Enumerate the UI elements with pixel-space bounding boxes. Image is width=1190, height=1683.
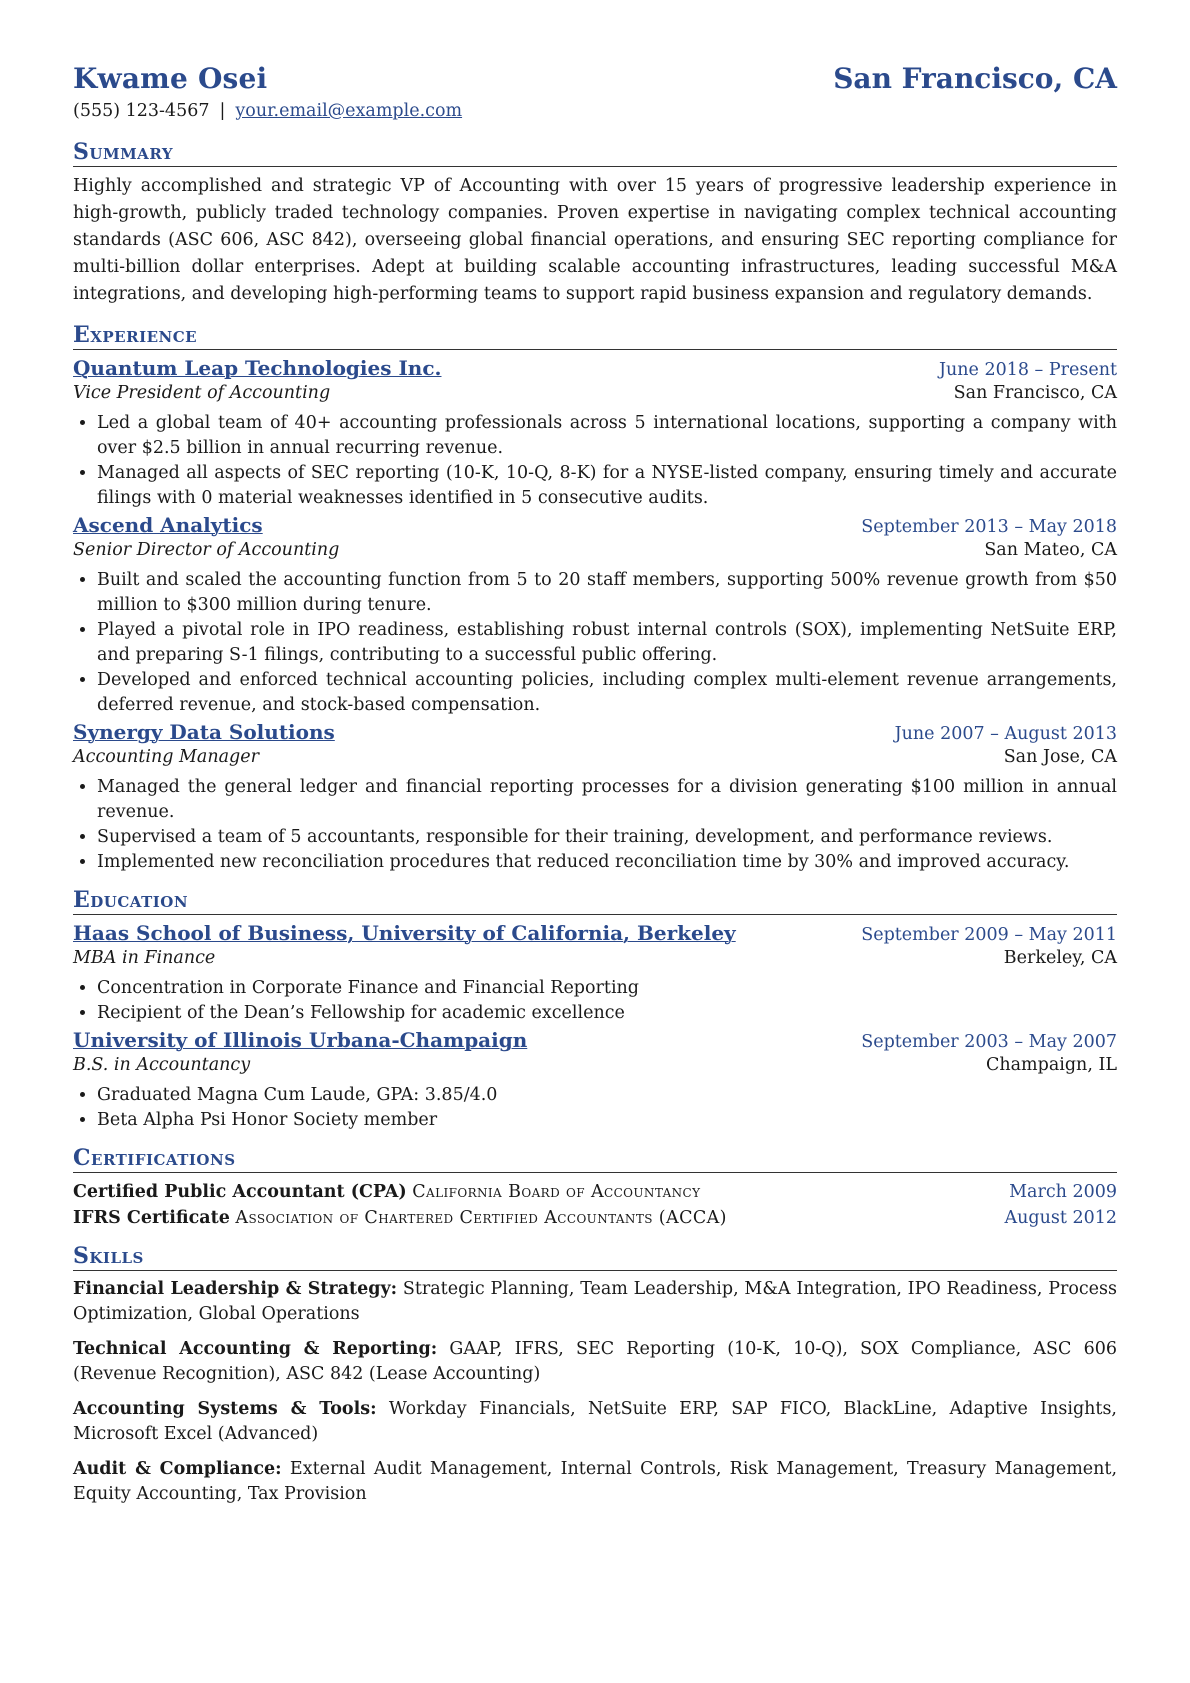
school-name[interactable]: Haas School of Business, University of California, Berkeley <box>73 921 736 945</box>
list-item: • Built and scaled the accounting function from 5 to 20 staff members, supporting 500% revenue growth from $50 million to $300 million during tenure. <box>97 568 1117 618</box>
candidate-location: San Francisco, CA <box>833 62 1117 95</box>
list-item: • Implemented new reconciliation procedures that reduced reconciliation time by 30% and improved accuracy. <box>97 850 1117 875</box>
list-item: • Supervised a team of 5 accountants, responsible for their training, development, and performance reviews. <box>97 825 1117 850</box>
section-title-skills: Skills <box>73 1243 1117 1271</box>
bullet-list <box>73 1083 1117 1133</box>
list-item: • Beta Alpha Psi Honor Society member <box>97 1108 1117 1133</box>
email-link[interactable]: your.email@example.com <box>235 101 463 121</box>
employer-name[interactable]: Ascend Analytics <box>73 513 263 537</box>
list-item: • Played a pivotal role in IPO readiness, establishing robust internal controls (SOX), implementing NetSuite ERP, and preparing S-1 filings, contributing to a successful public offering. <box>97 618 1117 668</box>
skill-items: GAAP, IFRS, SEC Reporting (10-K, 10-Q), SOX Compliance, ASC 606 (Revenue Recognition), ASC 842 (Lease Accounting) <box>73 1339 1117 1384</box>
list-item: • Graduated Magna Cum Laude, GPA: 3.85/4.0 <box>97 1083 1117 1108</box>
education-dates: September 2003 – May 2007 <box>861 1032 1117 1052</box>
list-item: • Concentration in Corporate Finance and Financial Reporting <box>97 976 1117 1001</box>
skill-items: Workday Financials, NetSuite ERP, SAP FICO, BlackLine, Adaptive Insights, Microsoft Excel (Advanced) <box>73 1399 1117 1444</box>
employment-dates: September 2013 – May 2018 <box>861 517 1117 537</box>
certification-name: Certified Public Accountant (CPA) <box>73 1182 407 1202</box>
experience-entry <box>73 513 1117 718</box>
employment-dates: June 2018 – Present <box>938 360 1117 380</box>
job-title: Vice President of Accounting <box>73 383 331 403</box>
job-location: San Mateo, CA <box>984 540 1117 560</box>
degree: B.S. in Accountancy <box>73 1055 251 1075</box>
list-item: • Developed and enforced technical accounting policies, including complex multi-element revenue arrangements, deferred revenue, and stock-based compensation. <box>97 668 1117 718</box>
skill-group <box>73 1277 1117 1327</box>
bullet-list <box>73 976 1117 1026</box>
skill-group <box>73 1397 1117 1447</box>
list-item: • Recipient of the Dean’s Fellowship for academic excellence <box>97 1001 1117 1026</box>
section-title-experience: Experience <box>73 322 1117 350</box>
skill-items: External Audit Management, Internal Controls, Risk Management, Treasury Management, Equity Accounting, Tax Provision <box>73 1459 1118 1504</box>
bullet-list <box>73 568 1117 718</box>
school-location: Berkeley, CA <box>1003 948 1117 968</box>
skill-category: Technical Accounting & Reporting: <box>73 1339 438 1359</box>
experience-entry <box>73 720 1117 875</box>
job-title: Senior Director of Accounting <box>73 540 340 560</box>
contact-line <box>73 101 1117 121</box>
certification-issuer: California Board of Accountancy <box>412 1182 701 1202</box>
certification-date: March 2009 <box>1009 1182 1117 1202</box>
employment-dates: June 2007 – August 2013 <box>894 724 1117 744</box>
list-item: • Managed all aspects of SEC reporting (10-K, 10-Q, 8-K) for a NYSE-listed company, ensuring timely and accurate filings with 0 material weaknesses identified in 5 consecutive audits. <box>97 461 1117 511</box>
bullet-list <box>73 775 1117 875</box>
certification-row <box>73 1205 1117 1231</box>
summary-text: Highly accomplished and strategic VP of Accounting with over 15 years of progressive leadership experience in high-growth, publicly traded technology companies. Proven expertise in navigating complex technical accounting standards (ASC 606, ASC 842), overseeing global financial operations, and ensuring SEC reporting compliance for multi-billion dollar enterprises. Adept at building scalable accounting infrastructures, leading successful M&A integrations, and developing high-performing teams to support rapid business expansion and regulatory demands. <box>73 176 1117 304</box>
bullet-list <box>73 411 1117 511</box>
certification-issuer: Association of Chartered Certified Accountants (ACCA) <box>235 1208 727 1228</box>
school-name[interactable]: University of Illinois Urbana-Champaign <box>73 1028 528 1052</box>
experience-entry <box>73 356 1117 511</box>
certification-date: August 2012 <box>1004 1208 1117 1228</box>
skill-group <box>73 1457 1117 1507</box>
job-location: San Jose, CA <box>1003 747 1117 767</box>
job-title: Accounting Manager <box>73 747 259 767</box>
list-item: • Managed the general ledger and financial reporting processes for a division generating $100 million in annual revenue. <box>97 775 1117 825</box>
certification-row <box>73 1179 1117 1205</box>
section-title-certifications: Certifications <box>73 1145 1117 1173</box>
skill-category: Accounting Systems & Tools: <box>73 1399 377 1419</box>
section-title-summary: Summary <box>73 139 1117 167</box>
section-title-education: Education <box>73 887 1117 915</box>
skill-items: Strategic Planning, Team Leadership, M&A Integration, IPO Readiness, Process Optimization, Global Operations <box>73 1279 1117 1324</box>
contact-separator: | <box>219 101 226 121</box>
skill-category: Audit & Compliance: <box>73 1459 282 1479</box>
school-location: Champaign, IL <box>985 1055 1117 1075</box>
candidate-name: Kwame Osei <box>73 62 268 95</box>
list-item: • Led a global team of 40+ accounting professionals across 5 international locations, supporting a company with over $2.5 billion in annual recurring revenue. <box>97 411 1117 461</box>
phone-number: (555) 123-4567 <box>73 101 210 121</box>
employer-name[interactable]: Quantum Leap Technologies Inc. <box>73 356 442 380</box>
education-entry <box>73 1028 1117 1133</box>
resume-header <box>73 62 1117 95</box>
education-dates: September 2009 – May 2011 <box>861 925 1117 945</box>
certification-name: IFRS Certificate <box>73 1208 230 1228</box>
skill-category: Financial Leadership & Strategy: <box>73 1279 398 1299</box>
degree: MBA in Finance <box>73 948 216 968</box>
skill-group <box>73 1337 1117 1387</box>
education-entry <box>73 921 1117 1026</box>
job-location: San Francisco, CA <box>953 383 1117 403</box>
employer-name[interactable]: Synergy Data Solutions <box>73 720 335 744</box>
